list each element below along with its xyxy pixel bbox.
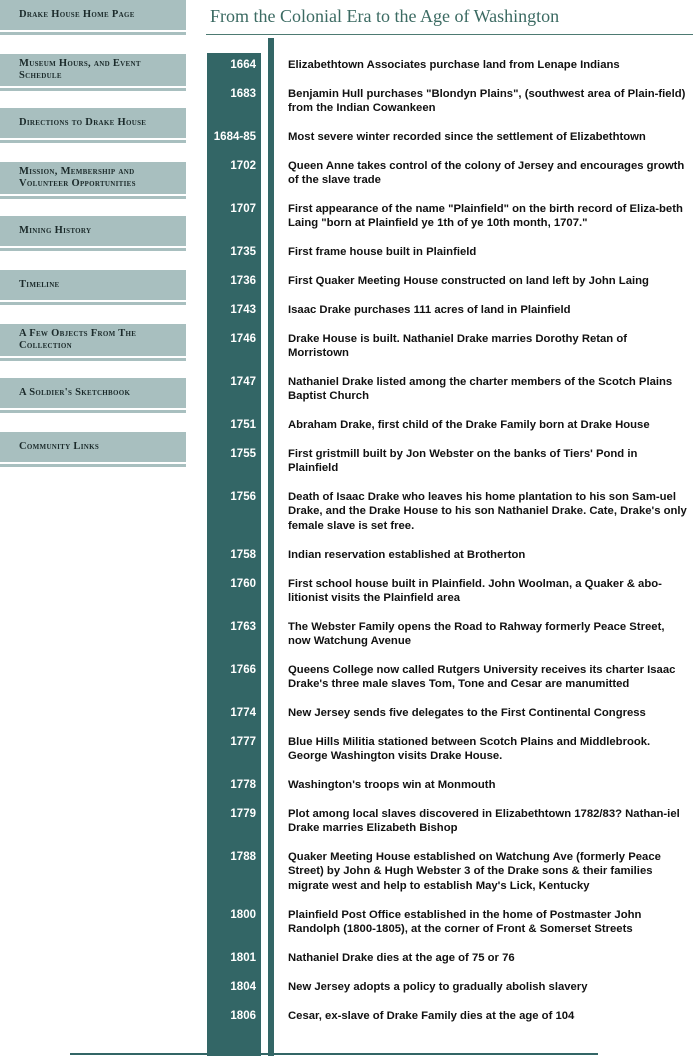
timeline-year: 1736 <box>230 275 256 287</box>
timeline-year: 1743 <box>230 304 256 316</box>
sidebar-item-timeline[interactable] <box>0 270 186 302</box>
page-title: From the Colonial Era to the Age of Washington <box>210 6 560 26</box>
timeline-event-text: Cesar, ex-slave of Drake Family dies at the age of 104 <box>288 1010 575 1022</box>
sidebar-item-label: Drake House Home Page <box>19 9 135 20</box>
sidebar-item-directions-to-drake-house[interactable] <box>0 108 186 140</box>
timeline-year: 1777 <box>230 736 256 748</box>
timeline-year: 1779 <box>230 808 256 820</box>
sidebar-item-label: Timeline <box>19 279 60 290</box>
timeline-year: 1756 <box>230 491 256 503</box>
timeline-year: 1806 <box>230 1010 256 1022</box>
timeline-year: 1774 <box>230 707 256 719</box>
timeline-year: 1707 <box>230 203 256 215</box>
timeline-year: 1766 <box>230 664 256 676</box>
timeline-year: 1746 <box>230 333 256 345</box>
timeline-year: 1683 <box>230 88 256 100</box>
sidebar-item-label: Mining History <box>19 225 92 236</box>
timeline-event-text: Indian reservation established at Brotherton <box>288 549 526 561</box>
timeline-event-text: Drake House is built. Nathaniel Drake marries Dorothy Retan of Morristown <box>288 333 628 360</box>
timeline-year: 1804 <box>230 981 256 993</box>
sidebar-item-label: Mission, Membership and Volunteer Opportunities <box>19 166 136 189</box>
sidebar-item-museum-hours-and-event-schedule[interactable] <box>0 54 186 88</box>
timeline-event-text: Quaker Meeting House established on Watchung Ave (formerly Peace Street) by John & Hugh Webster 3 of the Drake sons & their families migrate west and help to establish May's Lick, Kentucky <box>288 851 661 892</box>
timeline-event-text: Washington's troops win at Monmouth <box>288 779 496 791</box>
timeline-event-text: The Webster Family opens the Road to Rahway formerly Peace Street, now Watchung Avenue <box>288 621 665 648</box>
timeline-event-text: Death of Isaac Drake who leaves his home plantation to his son Sam-uel Drake, and the Drake House to his son Nathaniel Drake. Cate, Drake's only female slave is set free. <box>288 491 687 532</box>
sidebar-item-a-few-objects-from-the-collection[interactable] <box>0 324 186 358</box>
timeline-event-text: Elizabethtown Associates purchase land from Lenape Indians <box>288 59 620 71</box>
timeline-year: 1747 <box>230 376 256 388</box>
timeline-event-text: Blue Hills Militia stationed between Scotch Plains and Middlebrook. George Washington visits Drake House. <box>288 736 651 763</box>
timeline-event-text: Queen Anne takes control of the colony of Jersey and encourages growth of the slave trade <box>288 160 685 187</box>
timeline-year: 1788 <box>230 851 256 863</box>
sidebar-item-label: A Soldier's Sketchbook <box>19 387 131 398</box>
timeline-event-text: First school house built in Plainfield. John Woolman, a Quaker & abo-litionist visits the Plainfield area <box>288 578 662 605</box>
timeline-year: 1758 <box>230 549 256 561</box>
sidebar-item-label: Directions to Drake House <box>19 117 147 128</box>
timeline-event-text: Abraham Drake, first child of the Drake Family born at Drake House <box>288 419 650 431</box>
timeline-event-text: First gristmill built by Jon Webster on the banks of Tiers' Pond in Plainfield <box>288 448 638 475</box>
sidebar-item-label: Museum Hours, and Event Schedule <box>19 58 141 81</box>
bottom-divider <box>70 1053 598 1055</box>
sidebar-item-mining-history[interactable] <box>0 216 186 248</box>
timeline-event-text: Nathaniel Drake dies at the age of 75 or 76 <box>288 952 515 964</box>
timeline-event-text: Benjamin Hull purchases "Blondyn Plains", (southwest area of Plain-field) from the Indian Cowankeen <box>288 88 686 115</box>
timeline-year: 1755 <box>230 448 256 460</box>
timeline-event-text: Plot among local slaves discovered in Elizabethtown 1782/83? Nathan-iel Drake marries Elizabeth Bishop <box>288 808 680 835</box>
timeline-event-text: Isaac Drake purchases 111 acres of land in Plainfield <box>288 304 571 316</box>
sidebar-item-a-soldier-s-sketchbook[interactable] <box>0 378 186 410</box>
timeline-stripe <box>268 38 274 1056</box>
timeline-year: 1778 <box>230 779 256 791</box>
timeline-year: 1760 <box>230 578 256 590</box>
timeline-event-text: First Quaker Meeting House constructed on land left by John Laing <box>288 275 649 287</box>
timeline-event-text: First appearance of the name "Plainfield" on the birth record of Eliza-beth Laing "born at Plainfield ye 1th of ye 10th month, 1707." <box>288 203 683 230</box>
sidebar-item-label: Community Links <box>19 441 100 452</box>
title-divider <box>206 34 693 35</box>
timeline-year: 1800 <box>230 909 256 921</box>
timeline-year: 1664 <box>230 59 256 71</box>
sidebar-item-label: A Few Objects From The Collection <box>19 328 137 351</box>
timeline-year: 1751 <box>230 419 256 431</box>
sidebar-item-community-links[interactable] <box>0 432 186 464</box>
timeline-event-text: Plainfield Post Office established in the home of Postmaster John Randolph (1800-1805), at the corner of Front & Somerset Streets <box>288 909 642 936</box>
timeline-event-text: First frame house built in Plainfield <box>288 246 477 258</box>
timeline-event-text: Nathaniel Drake listed among the charter members of the Scotch Plains Baptist Church <box>288 376 673 403</box>
timeline-event-text: New Jersey sends five delegates to the First Continental Congress <box>288 707 646 719</box>
timeline-event-text: Most severe winter recorded since the settlement of Elizabethtown <box>288 131 646 143</box>
timeline-year: 1702 <box>230 160 256 172</box>
timeline-year: 1801 <box>230 952 256 964</box>
timeline-event-text: Queens College now called Rutgers University receives its charter Isaac Drake's three male slaves Tom, Tone and Cesar are manumitted <box>288 664 676 691</box>
timeline-year: 1684-85 <box>213 131 256 143</box>
timeline-year: 1735 <box>230 246 256 258</box>
timeline-event-text: New Jersey adopts a policy to gradually abolish slavery <box>288 981 588 993</box>
sidebar-item-mission-membership-and-volunteer-opportunities[interactable] <box>0 162 186 196</box>
sidebar-item-drake-house-home-page[interactable] <box>0 0 186 32</box>
timeline-year: 1763 <box>230 621 256 633</box>
